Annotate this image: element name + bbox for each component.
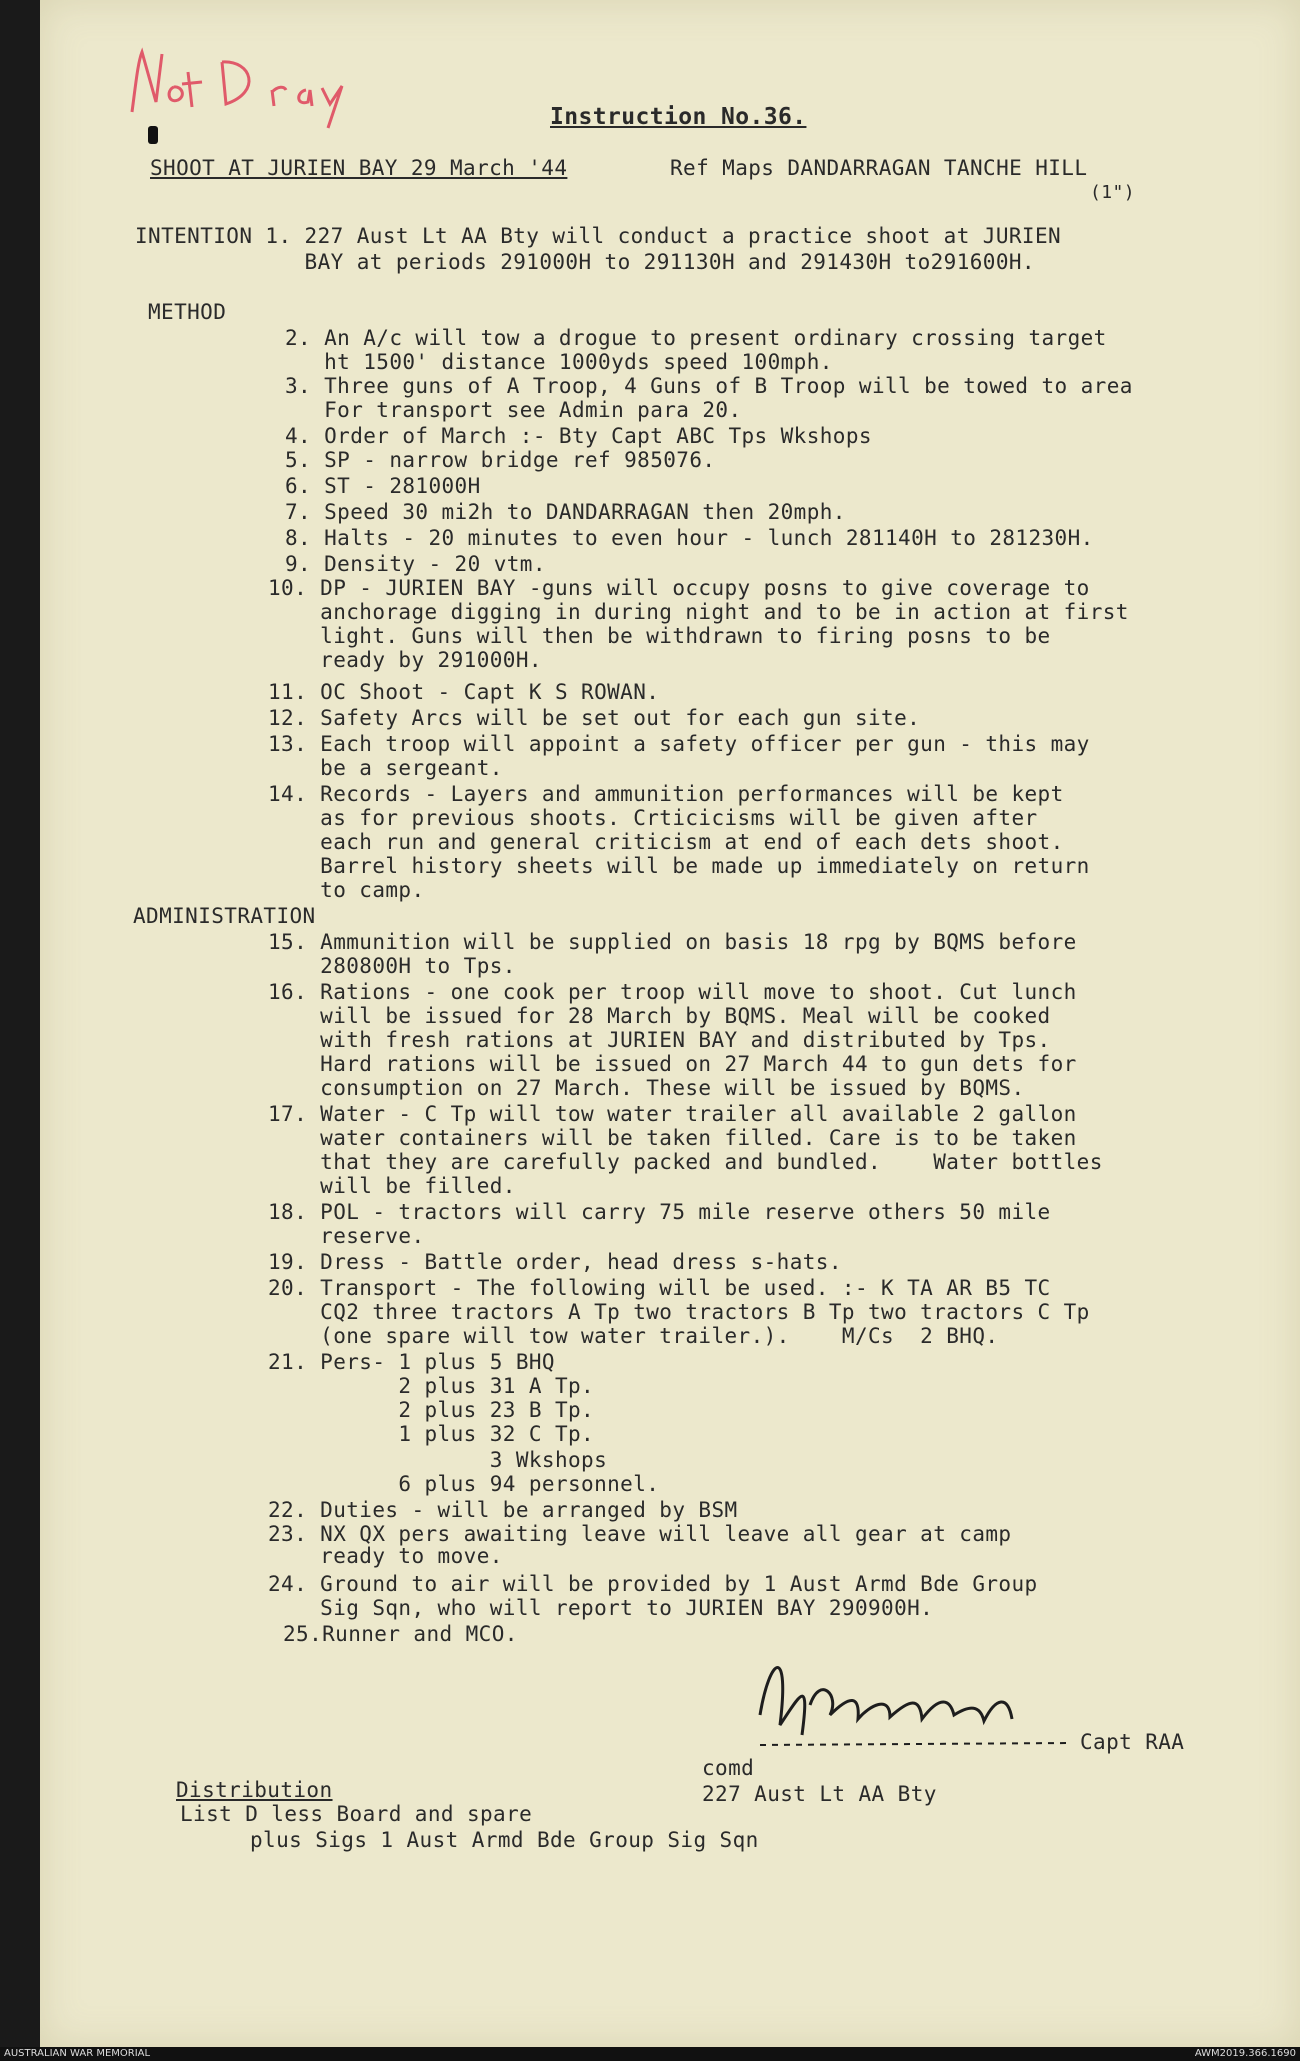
instruction-line: to camp. bbox=[268, 878, 425, 902]
instruction-line: CQ2 three tractors A Tp two tractors B Tp two tractors C Tp bbox=[268, 1300, 1090, 1324]
instruction-line: 4. Order of March :- Bty Capt ABC Tps Wkshops bbox=[285, 424, 872, 448]
instruction-line: 15. Ammunition will be supplied on basis 18 rpg by BQMS before bbox=[268, 930, 1077, 954]
instruction-line: 8. Halts - 20 minutes to even hour - lunch 281140H to 281230H. bbox=[285, 526, 1094, 550]
instruction-line: each run and general criticism at end of each dets shoot. bbox=[268, 830, 1064, 854]
instruction-line: ready to move. bbox=[268, 1544, 503, 1568]
instruction-line: 18. POL - tractors will carry 75 mile reserve others 50 mile bbox=[268, 1200, 1051, 1224]
instruction-line: 11. OC Shoot - Capt K S ROWAN. bbox=[268, 680, 660, 704]
instruction-line: Hard rations will be issued on 27 March 44 to gun dets for bbox=[268, 1052, 1077, 1076]
instruction-line: ready by 291000H. bbox=[268, 648, 542, 672]
instruction-line: ht 1500' distance 1000yds speed 100mph. bbox=[285, 350, 833, 374]
subject-line: SHOOT AT JURIEN BAY 29 March '44 bbox=[150, 156, 568, 180]
instruction-line: 24. Ground to air will be provided by 1 Aust Armd Bde Group bbox=[268, 1572, 1038, 1596]
instruction-line: For transport see Admin para 20. bbox=[285, 398, 742, 422]
instruction-line: 7. Speed 30 mi2h to DANDARRAGAN then 20mph. bbox=[285, 500, 846, 524]
instruction-line: 20. Transport - The following will be used. :- K TA AR B5 TC bbox=[268, 1276, 1051, 1300]
instruction-line: 22. Duties - will be arranged by BSM bbox=[268, 1498, 738, 1522]
instruction-line: be a sergeant. bbox=[268, 756, 503, 780]
signature-role: comd bbox=[702, 1756, 755, 1780]
instruction-line: with fresh rations at JURIEN BAY and distributed by Tps. bbox=[268, 1028, 1051, 1052]
footer-right: AWM2019.366.1690 bbox=[1194, 2048, 1296, 2059]
instruction-line: 2 plus 23 B Tp. bbox=[268, 1398, 595, 1422]
instruction-line: 19. Dress - Battle order, head dress s-hats. bbox=[268, 1250, 842, 1274]
instruction-line: reserve. bbox=[268, 1224, 425, 1248]
instruction-line: that they are carefully packed and bundled. Water bottles bbox=[268, 1150, 1103, 1174]
instruction-line: 14. Records - Layers and ammunition performances will be kept bbox=[268, 782, 1064, 806]
instruction-line: 21. Pers- 1 plus 5 BHQ bbox=[268, 1350, 555, 1374]
instruction-line: 3 Wkshops bbox=[268, 1448, 608, 1472]
instruction-line: 12. Safety Arcs will be set out for each gun site. bbox=[268, 706, 921, 730]
instruction-line: 17. Water - C Tp will tow water trailer all available 2 gallon bbox=[268, 1102, 1077, 1126]
instruction-line: light. Guns will then be withdrawn to firing posns to be bbox=[268, 624, 1051, 648]
instruction-line: 10. DP - JURIEN BAY -guns will occupy posns to give coverage to bbox=[268, 576, 1090, 600]
instruction-line: consumption on 27 March. These will be issued by BQMS. bbox=[268, 1076, 1025, 1100]
instruction-line: 23. NX QX pers awaiting leave will leave all gear at camp bbox=[268, 1522, 1012, 1546]
instruction-line: METHOD bbox=[148, 300, 227, 324]
instruction-line: Sig Sqn, who will report to JURIEN BAY 290900H. bbox=[268, 1596, 934, 1620]
footer-left: AUSTRALIAN WAR MEMORIAL bbox=[4, 2048, 151, 2059]
reference-maps-scale: (1") bbox=[1090, 182, 1135, 203]
instruction-line: 6. ST - 281000H bbox=[285, 474, 481, 498]
instruction-line: ADMINISTRATION bbox=[133, 904, 316, 928]
instruction-line: 2 plus 31 A Tp. bbox=[268, 1374, 595, 1398]
instruction-line: 280800H to Tps. bbox=[268, 954, 516, 978]
ink-blot bbox=[148, 126, 158, 144]
signature-rank: Capt RAA bbox=[1080, 1730, 1185, 1754]
instruction-line: 9. Density - 20 vtm. bbox=[285, 552, 546, 576]
document-title: Instruction No.36. bbox=[550, 104, 807, 130]
instruction-line: Barrel history sheets will be made up immediately on return bbox=[268, 854, 1090, 878]
instruction-line: 16. Rations - one cook per troop will move to shoot. Cut lunch bbox=[268, 980, 1077, 1004]
instruction-line: INTENTION 1. 227 Aust Lt AA Bty will conduct a practice shoot at JURIEN bbox=[135, 224, 1062, 248]
instruction-line: 25.Runner and MCO. bbox=[283, 1622, 518, 1646]
instruction-line: BAY at periods 291000H to 291130H and 291430H to291600H. bbox=[135, 250, 1035, 274]
handwritten-annotation bbox=[122, 42, 352, 132]
distribution-heading: Distribution bbox=[176, 1778, 333, 1802]
instruction-line: 13. Each troop will appoint a safety officer per gun - this may bbox=[268, 732, 1090, 756]
instruction-line: (one spare will tow water trailer.). M/Cs 2 BHQ. bbox=[268, 1324, 999, 1348]
instruction-line: 1 plus 32 C Tp. bbox=[268, 1422, 595, 1446]
signature-unit: 227 Aust Lt AA Bty bbox=[702, 1782, 937, 1806]
signature bbox=[740, 1635, 1100, 1785]
instruction-line: will be filled. bbox=[268, 1174, 516, 1198]
distribution-line-1: List D less Board and spare bbox=[180, 1802, 533, 1826]
instruction-line: water containers will be taken filled. Care is to be taken bbox=[268, 1126, 1077, 1150]
instruction-line: 5. SP - narrow bridge ref 985076. bbox=[285, 448, 716, 472]
instruction-line: as for previous shoots. Crticicisms will be given after bbox=[268, 806, 1038, 830]
instruction-line: 3. Three guns of A Troop, 4 Guns of B Troop will be towed to area bbox=[285, 374, 1133, 398]
reference-maps: Ref Maps DANDARRAGAN TANCHE HILL bbox=[670, 156, 1088, 180]
footer-bar bbox=[0, 2047, 1300, 2061]
distribution-line-2: plus Sigs 1 Aust Armd Bde Group Sig Sqn bbox=[250, 1828, 759, 1852]
document-page bbox=[40, 0, 1300, 2047]
instruction-line: 2. An A/c will tow a drogue to present ordinary crossing target bbox=[285, 326, 1107, 350]
instruction-line: 6 plus 94 personnel. bbox=[268, 1472, 660, 1496]
instruction-line: anchorage digging in during night and to be in action at first bbox=[268, 600, 1129, 624]
instruction-line: will be issued for 28 March by BQMS. Meal will be cooked bbox=[268, 1004, 1051, 1028]
